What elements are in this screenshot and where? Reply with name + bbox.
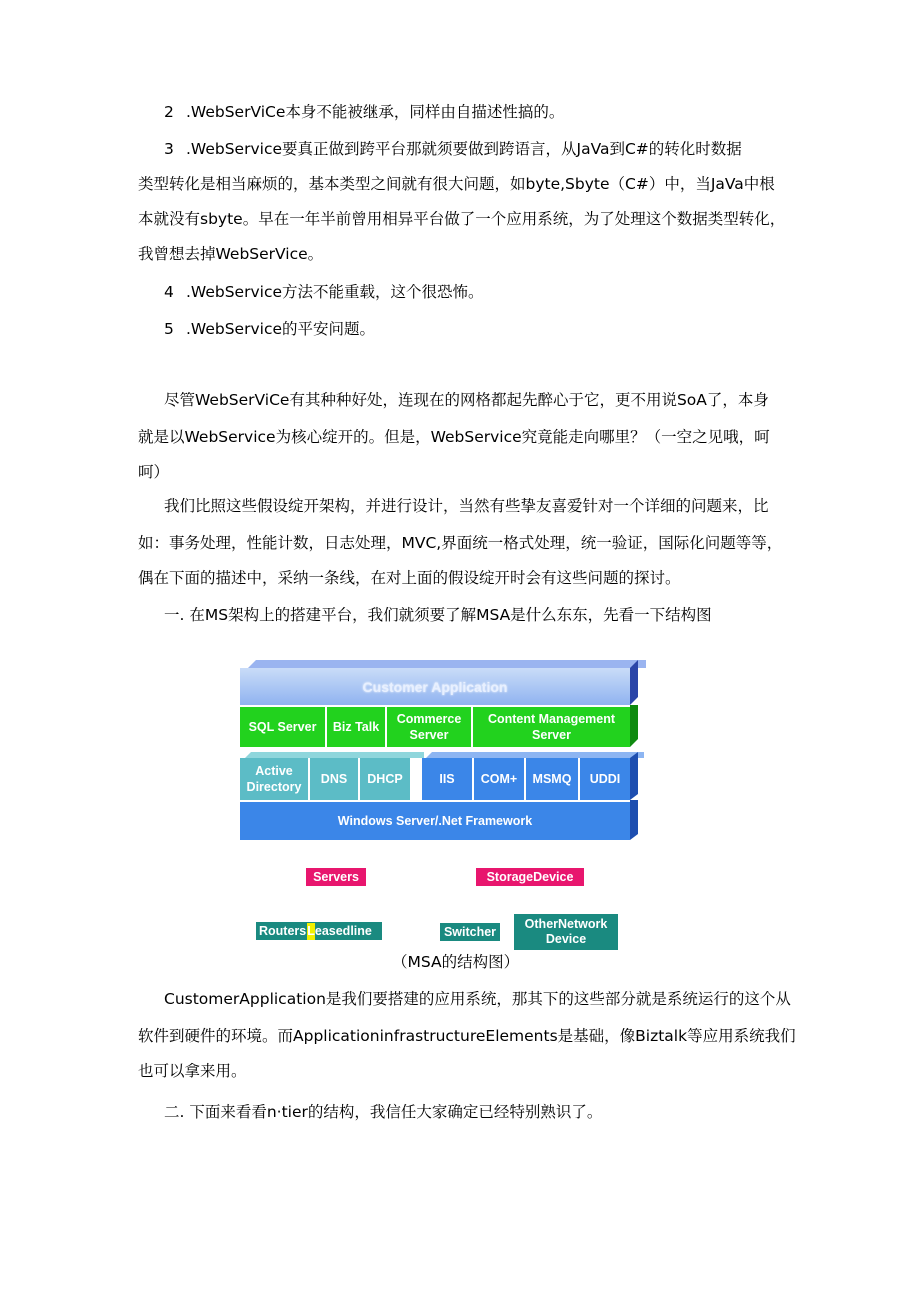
paragraph-3-line-2: 软件到硬件的环境。而ApplicationinfrastructureElements是基础，像Biztalk等应用系统我们 (138, 1027, 796, 1045)
switcher-tag: Switcher (440, 923, 500, 941)
servers-tag: Servers (306, 868, 366, 886)
paragraph-1-line-2: 就是以WebService为核心绽开的。但是，WebService究竟能走向哪里？（一空之见哦，呵 (138, 428, 770, 446)
infra-right-side-face (630, 752, 638, 800)
customer-application-block: Customer Application (240, 668, 630, 705)
leasedline-label: Leasedline (307, 923, 372, 938)
msa-structure-diagram (240, 660, 640, 845)
list-item-5 (164, 317, 375, 339)
windows-server-block: Windows Server/.Net Framework (240, 802, 630, 840)
list-number: 4 (164, 283, 174, 301)
storage-device-tag: StorageDevice (476, 868, 584, 886)
list-item-3-cont-2: 本就没有sbyte。早在一年半前曾用相异平台做了一个应用系统，为了处理这个数据类型转化， (138, 210, 786, 228)
paragraph-3-line-1: CustomerApplication是我们要搭建的应用系统，那其下的这些部分就是系统运行的这个从 (164, 990, 791, 1008)
content-management-server-block: Content Management Server (473, 707, 630, 747)
paragraph-1-line-1: 尽管WebSerViCe有其种种好处，连现在的网格都起先醉心于它，更不用说SoA了，本身 (164, 391, 769, 409)
list-item-3-cont-3: 我曾想去掉WebSerVice。 (138, 245, 324, 263)
other-network-device-tag: OtherNetwork Device (514, 914, 618, 950)
active-directory-block: Active Directory (240, 758, 308, 800)
routers-label: Routers (259, 923, 307, 938)
list-item-2 (164, 100, 564, 122)
list-number: 5 (164, 320, 174, 338)
list-number: 3 (164, 140, 174, 158)
list-item-3 (164, 137, 742, 159)
dns-block: DNS (310, 758, 358, 800)
list-text: .WebSerViCe本身不能被继承，同样由自描述性搞的。 (186, 103, 565, 121)
paragraph-2-line-2: 如：事务处理，性能计数，日志处理，MVC,界面统一格式处理，统一验证，国际化问题等等， (138, 534, 783, 552)
routers-leasedline-tag (256, 922, 382, 940)
paragraph-3-line-3: 也可以拿来用。 (138, 1062, 247, 1080)
list-item-4 (164, 280, 484, 302)
biz-talk-block: Biz Talk (327, 707, 385, 747)
section-heading-1: 一. 在MS架构上的搭建平台，我们就须要了解MSA是什么东东，先看一下结构图 (164, 606, 712, 624)
com-plus-block: COM+ (474, 758, 524, 800)
app-infra-side-face (630, 705, 638, 747)
commerce-server-block: Commerce Server (387, 707, 471, 747)
diagram-caption: （MSA的结构图） (392, 953, 520, 971)
windows-side-face (630, 800, 638, 840)
sql-server-block: SQL Server (240, 707, 325, 747)
paragraph-2-line-3: 偶在下面的描述中，采纳一条线，在对上面的假设绽开时会有这些问题的探讨。 (138, 569, 681, 587)
list-item-3-cont-1: 类型转化是相当麻烦的，基本类型之间就有很大问题，如byte,Sbyte（C#）中，当JaVa中根 (138, 175, 775, 193)
list-number: 2 (164, 103, 174, 121)
customer-app-top-face (248, 660, 646, 668)
dhcp-block: DHCP (360, 758, 410, 800)
paragraph-2-line-1: 我们比照这些假设绽开架构，并进行设计，当然有些挚友喜爱针对一个详细的问题来，比 (164, 497, 769, 515)
list-text: .WebService要真正做到跨平台那就须要做到跨语言，从JaVa到C#的转化时数据 (186, 140, 742, 158)
list-text: .WebService的平安问题。 (186, 320, 376, 338)
section-heading-2: 二. 下面来看看n·tier的结构，我信任大家确定已经特别熟识了。 (164, 1103, 603, 1121)
paragraph-1-line-3: 呵） (138, 463, 170, 481)
uddi-block: UDDI (580, 758, 630, 800)
msmq-block: MSMQ (526, 758, 578, 800)
iis-block: IIS (422, 758, 472, 800)
list-text: .WebService方法不能重载，这个很恐怖。 (186, 283, 484, 301)
